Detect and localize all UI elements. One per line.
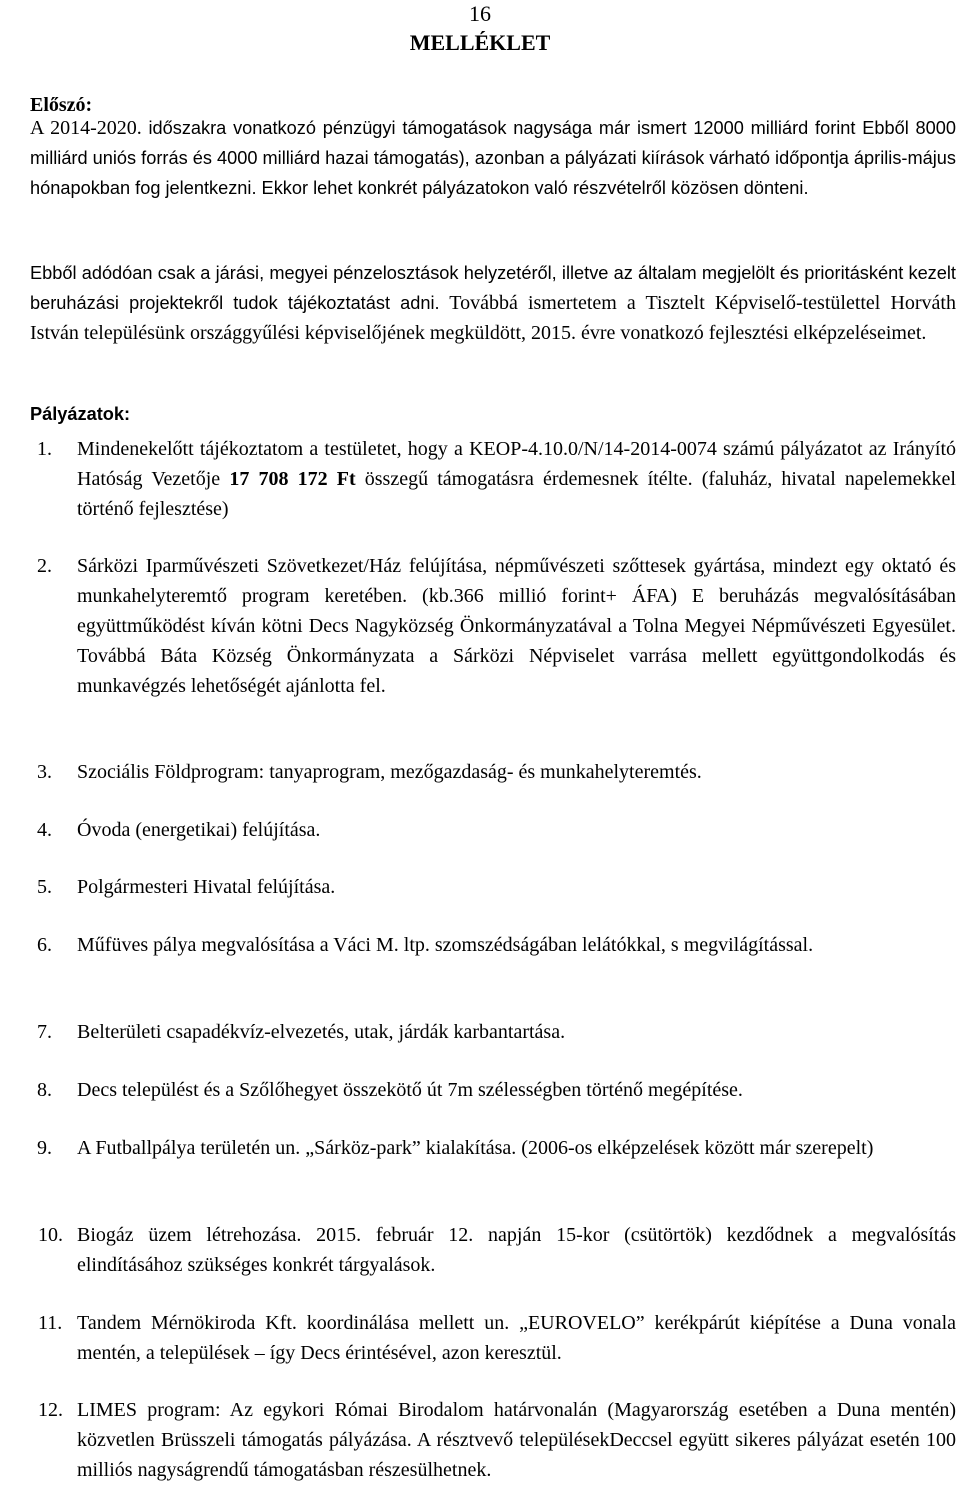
list-item-text: Műfüves pálya megvalósítása a Váci M. ltp. szomszédságában lelátókkal, s megvilágítással. (77, 934, 814, 956)
foreword-p1-serif: A 2014-2020. (30, 117, 149, 139)
foreword-paragraph-2 (30, 258, 956, 348)
list-item-text: Biogáz üzem létrehozása. 2015. február 12. napján 15-kor (csütörtök) kezdődnek a megvalósítás elindításához szükséges konkrét tárgyalások. (77, 1224, 956, 1276)
list-item-5 (30, 872, 956, 902)
list-item-4 (30, 815, 956, 845)
list-item-9 (30, 1133, 956, 1163)
list-item-text (77, 434, 956, 524)
item-1-text-after: összegű támogatásra érdemesnek ítélte. (faluház, hivatal napelemekkel történő fejlesztése) (77, 468, 956, 520)
list-item-number: 9. (37, 1137, 52, 1159)
foreword-p2-sans: Ebből adódóan csak a járási, megyei pénzelosztások helyzetéről, illetve az általam megjelölt és prioritásként kezelt beruházási projektekről tudok tájékoztatást adni. (30, 263, 956, 313)
list-item-number: 8. (37, 1079, 52, 1101)
foreword-heading: Előszó: (30, 94, 93, 116)
list-item-number: 12. (38, 1399, 63, 1421)
list-item-number: 2. (37, 555, 52, 577)
list-item-11 (30, 1308, 956, 1368)
list-item-text: A Futballpálya területén un. „Sárköz-park” kialakítása. (2006-os elképzelések között már szerepelt) (77, 1137, 874, 1159)
list-item-number: 6. (37, 934, 52, 956)
list-item-7 (30, 1017, 956, 1047)
item-1-text-before: Mindenekelőtt tájékoztatom a testületet, hogy a KEOP-4.10.0/N/14-2014-0074 számú pályázatot az Irányító Hatóság Vezetője (77, 438, 956, 490)
list-item-8 (30, 1075, 956, 1105)
list-item-2 (30, 551, 956, 701)
list-item-text: Szociális Földprogram: tanyaprogram, mezőgazdaság- és munkahelyteremtés. (77, 761, 702, 783)
list-item-number: 7. (37, 1021, 52, 1043)
annex-title: MELLÉKLET (409, 30, 551, 55)
list-item-10 (30, 1220, 956, 1280)
list-item-text: Sárközi Iparművészeti Szövetkezet/Ház felújítása, népművészeti szőttesek gyártása, mindezt egy oktató és munkahelyteremtő program keretében. (kb.366 millió forint+ ÁFA) E beruházás megvalósításában együttműködést kíván kötni Decs Nagyközség Önkormányzatával a Tolna Megyei Népművészeti Egyesület. Továbbá Báta Község Önkormányzata a Sárközi Népviselet varrása mellett együttgondolkodás és munkavégzés lehetőségét ajánlotta fel. (77, 555, 956, 697)
list-item-number: 10. (38, 1224, 63, 1246)
page-number: 16 (469, 1, 491, 26)
list-item-number: 3. (37, 761, 52, 783)
list-item-text: Tandem Mérnökiroda Kft. koordinálása mellett un. „EUROVELO” kerékpárút kiépítése a Duna vonala mentén, a települések – így Decs érintésével, azon keresztül. (77, 1312, 956, 1364)
list-item-text: Polgármesteri Hivatal felújítása. (77, 876, 336, 898)
list-item-number: 1. (37, 438, 52, 460)
foreword-paragraph-1 (30, 113, 956, 203)
list-item-number: 5. (37, 876, 52, 898)
list-item-number: 4. (37, 819, 52, 841)
foreword-p2-serif: Továbbá ismertetem a Tisztelt Képviselő-testülettel Horváth István településünk országgyűlési képviselőjének megküldött, 2015. évre vonatkozó fejlesztési elképzeléseimet. (30, 292, 956, 344)
list-item-6 (30, 930, 956, 960)
list-item-text: Óvoda (energetikai) felújítása. (77, 819, 321, 841)
foreword-p1-sans: időszakra vonatkozó pénzügyi támogatások nagysága már ismert 12000 milliárd forint Ebből 8000 milliárd uniós forrás és 4000 milliárd hazai támogatás), azonban a pályázati kiírások várható időpontja április-május hónapokban fog jelentkezni. Ekkor lehet konkrét pályázatokon való részvételről közösen dönteni. (30, 118, 956, 198)
list-item-number: 11. (38, 1312, 63, 1334)
list-item-12 (30, 1395, 956, 1485)
projects-heading: Pályázatok: (30, 404, 131, 424)
list-item-3 (30, 757, 956, 787)
list-item-1 (30, 434, 956, 524)
list-item-text: Decs települést és a Szőlőhegyet összekötő út 7m szélességben történő megépítése. (77, 1079, 743, 1101)
list-item-text: LIMES program: Az egykori Római Birodalom határvonalán (Magyarország esetében a Duna mentén) közvetlen Brüsszeli támogatás pályázása. A résztvevő településekDeccsel együtt sikeres pályázat esetén 100 milliós nagyságrendű támogatásban részesülhetnek. (77, 1399, 956, 1481)
item-1-amount: 17 708 172 Ft (229, 468, 356, 490)
list-item-text: Belterületi csapadékvíz-elvezetés, utak, járdák karbantartása. (77, 1021, 566, 1043)
